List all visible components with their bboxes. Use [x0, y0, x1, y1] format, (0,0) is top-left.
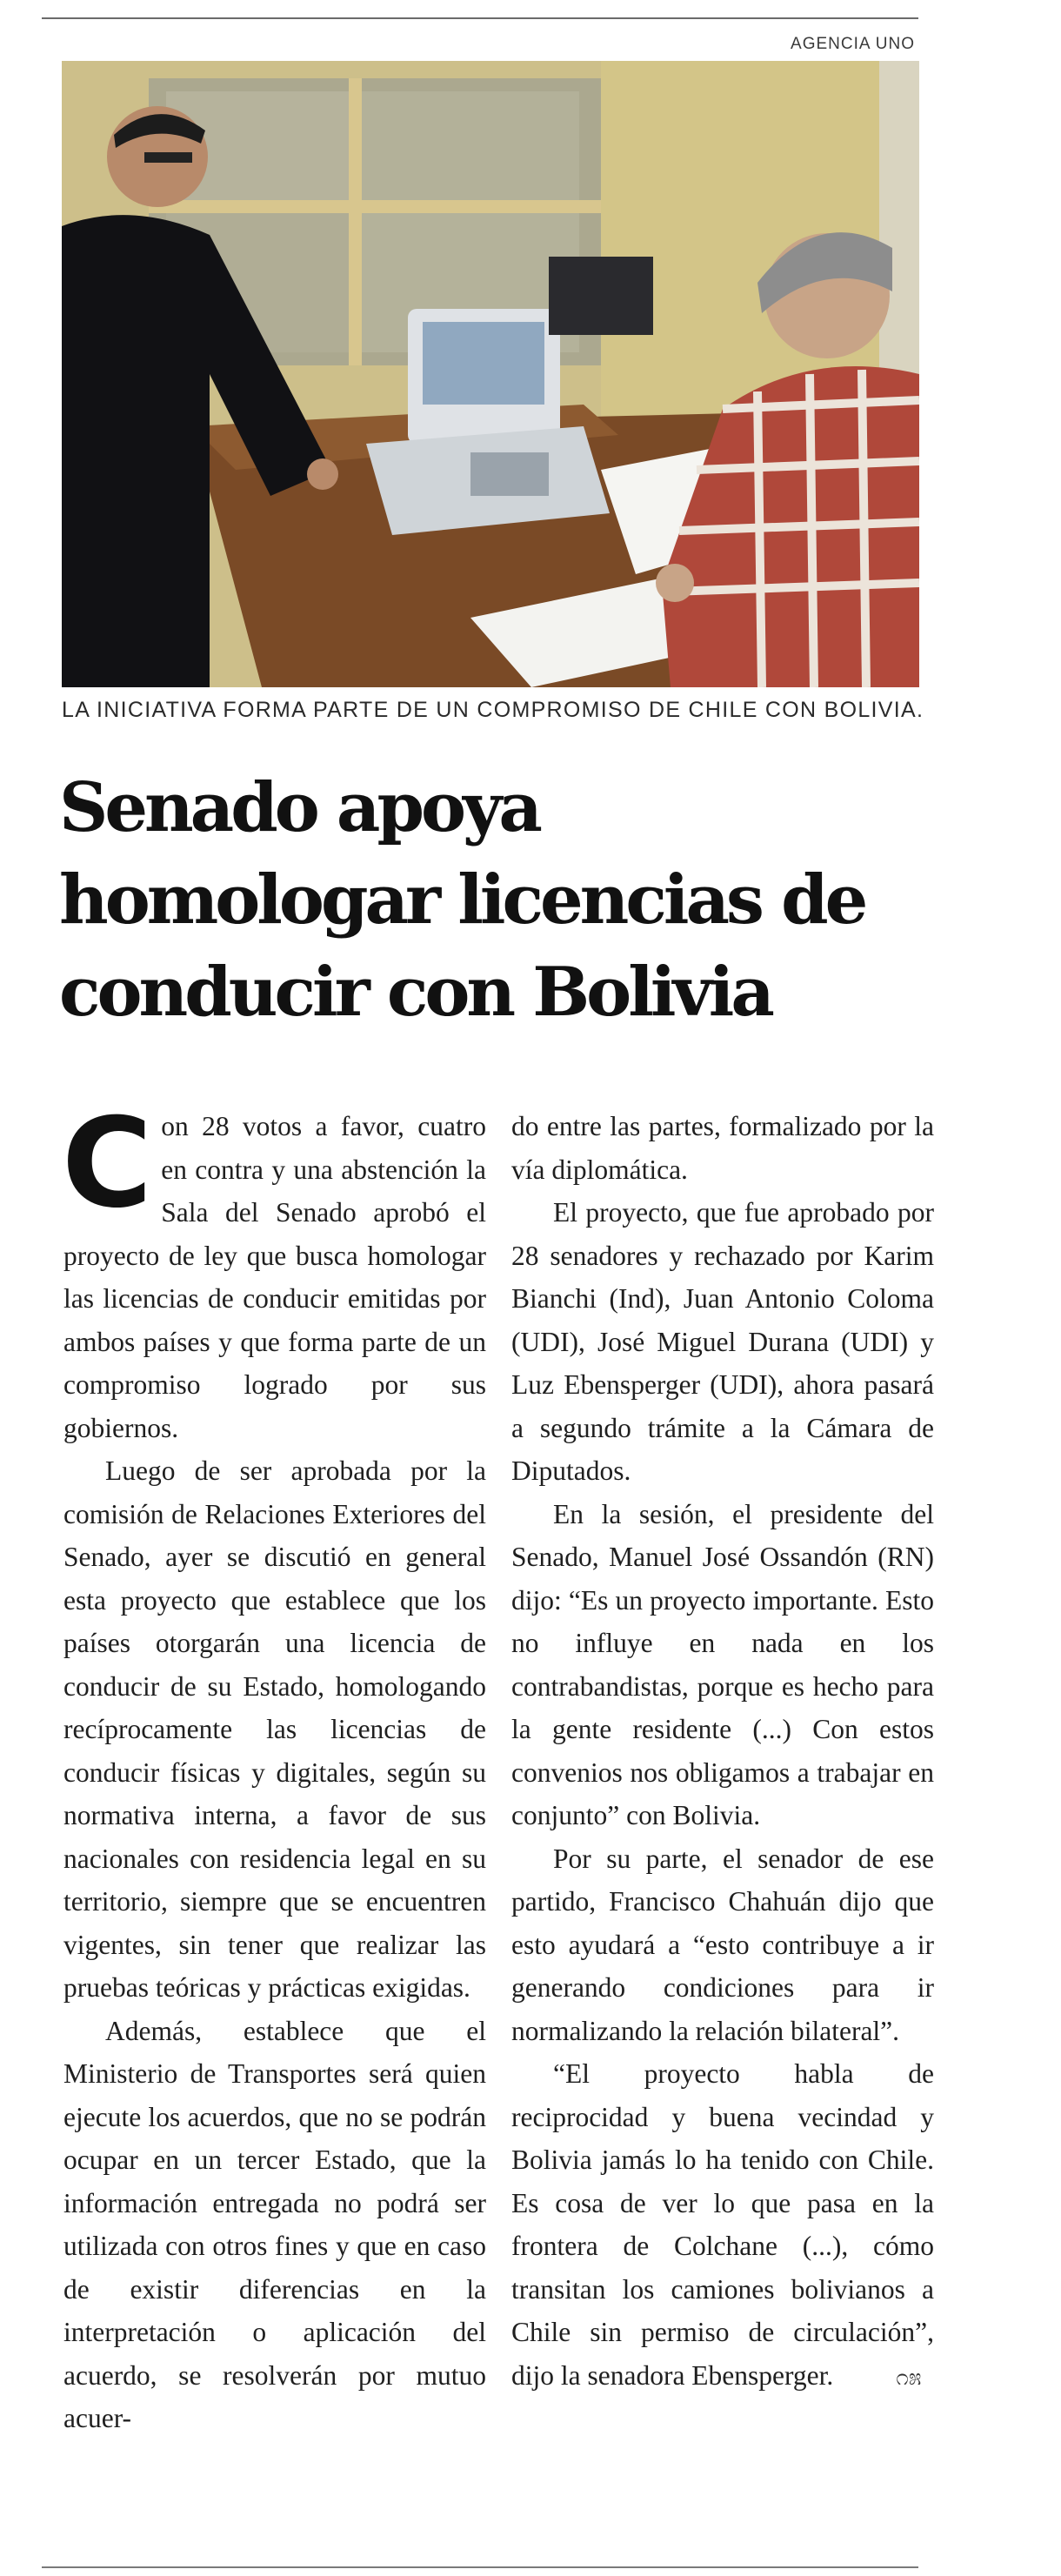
top-rule	[42, 17, 918, 19]
article-headline	[59, 762, 929, 1039]
paragraph-6: Por su parte, el senador de ese partido, Francisco Chahuán dijo que esto ayudará a “esto contribuye a ir generando condiciones para ir normalizando la relación bilateral”.	[511, 1843, 934, 2046]
paragraph-2: Luego de ser aprobada por la comisión de Relaciones Exteriores del Senado, ayer se discutió en general esta proyecto que establece que los países otorgarán una licencia de conducir de su Estado, homologando recíprocamente las licencias de conducir físicas y digitales, según su normativa interna, a favor de sus nacionales con residencia legal en su territorio, siempre que se encuentren vigentes, sin tener que realizar las pruebas teóricas y prácticas exigidas.	[63, 1455, 486, 2003]
paragraph-7	[511, 2052, 934, 2399]
article-column-2	[511, 1105, 934, 2399]
headline-line-3: conducir con Bolivia	[59, 953, 771, 1032]
paragraph-5: En la sesión, el presidente del Senado, Manuel José Ossandón (RN) dijo: “Es un proyecto importante. Esto no influye en nada en los contrabandistas, porque es hecho para la gente residente (...) Con estos convenios nos obligamos a trabajar en conjunto” con Bolivia.	[511, 1498, 934, 1830]
paragraph-7-text: “El proyecto habla de reciprocidad y buena vecindad y Bolivia jamás lo ha tenido con Chile. Es cosa de ver lo que pasa en la frontera de Colchane (...), cómo transitan los camiones bolivianos a Chile sin permiso de circulación”, dijo la senadora Ebensperger.	[511, 2058, 934, 2391]
paragraph-1-text: on 28 votos a favor, cuatro en contra y una abstención la Sala del Senado aprobó el proyecto de ley que busca homologar las licencias de conducir emitidas por ambos países y que forma parte de un compromiso logrado por sus gobiernos.	[63, 1111, 486, 1443]
paragraph-3: Además, establece que el Ministerio de Transportes será quien ejecute los acuerdos, que no se podrán ocupar en un tercer Estado, que la información entregada no podrá ser utilizada con otros fines y que en caso de existir diferencias en la interpretación o aplicación del acuerdo, se resolverán por mutuo acuer-	[63, 2015, 486, 2433]
article-column-1	[62, 1092, 486, 2440]
drop-cap: C	[62, 1092, 153, 1235]
photo-caption: LA INICIATIVA FORMA PARTE DE UN COMPROMISO DE CHILE CON BOLIVIA.	[62, 698, 924, 722]
photo-illustration	[62, 61, 919, 687]
headline-line-1: Senado apoya	[59, 768, 539, 847]
end-mark-icon: ೧೫	[896, 2364, 922, 2391]
paragraph-3-continued: do entre las partes, formalizado por la vía diplomática.	[511, 1111, 934, 1185]
photo-credit: AGENCIA UNO	[791, 35, 915, 53]
paragraph-1	[62, 1092, 486, 1449]
article-photo	[62, 61, 919, 687]
paragraph-4: El proyecto, que fue aprobado por 28 senadores y rechazado por Karim Bianchi (Ind), Juan Antonio Coloma (UDI), José Miguel Durana (UDI) y Luz Ebensperger (UDI), ahora pasará a segundo trámite a la Cámara de Diputados.	[511, 1197, 934, 1486]
bottom-rule	[42, 2566, 918, 2568]
headline-line-2: homologar licencias de	[59, 860, 865, 940]
